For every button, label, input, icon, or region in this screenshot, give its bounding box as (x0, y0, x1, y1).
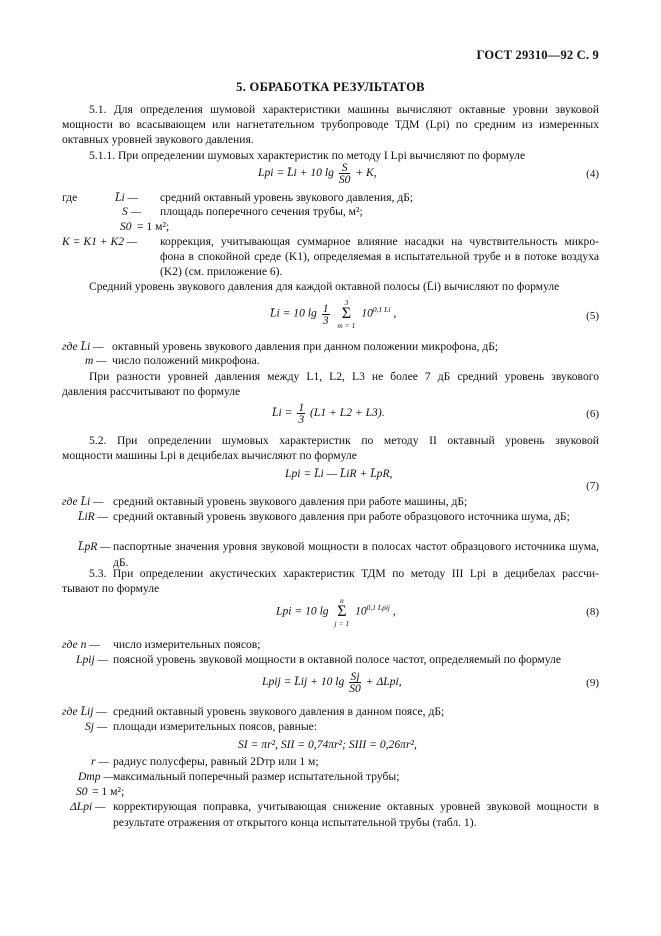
def7-key-2: L̄iR — (78, 510, 108, 523)
eq8-sum-bottom: j = 1 (334, 619, 350, 628)
def-tail-key-4: ΔLpi — (70, 800, 106, 813)
eq5-end: , (393, 306, 397, 320)
k-def-key: K = K1 + K2 — (62, 235, 138, 248)
def7-val-3: паспортные значения уровня звуковой мощности в полосах частот образцового источника шума, дБ. (113, 540, 599, 569)
def-tail-val-3: = 1 м²; (92, 785, 125, 798)
def4-val-1: средний октавный уровень звукового давления, дБ; (160, 191, 414, 204)
def-tail-key-3: S0 (76, 785, 88, 798)
eq5-number: (5) (586, 310, 599, 322)
eq5-num: 1 (322, 301, 329, 315)
eq4-lhs: Lpi (258, 166, 274, 180)
def-tail-val-4: корректирующая поправка, учитывающая снижение октавных уровней звуковой мощности в результате отражения от открытого конца испытательной трубы (табл. 1). (113, 800, 599, 829)
def-tail-key-2: Dтр — (78, 770, 114, 783)
eq8-exponent: 0,1 Lpij (366, 602, 391, 612)
def4-key-1: L̄i — (115, 191, 138, 204)
def4-key-3: S0 (120, 220, 132, 233)
eq5-sum-bottom: m = 1 (337, 321, 356, 330)
def4-val-2: площадь поперечного сечения трубы, м²; (160, 205, 363, 218)
eq4-den: S0 (338, 173, 351, 186)
def7-val-2: средний октавный уровень звукового давления при работе образцового источника шума, дБ; (113, 510, 570, 523)
p52-line2: мощности машины Lpi в децибелах вычисляют по формуле (62, 449, 357, 462)
p51-line1: 5.1. Для определения шумовой характеристики машины вычисляют октавные уровни звуковой (89, 103, 599, 116)
equation-8 (276, 596, 396, 628)
eq5-tail: 10 (361, 306, 373, 320)
eq8-tail: 10 (355, 604, 367, 618)
k-def-line1: коррекция, учитывающая суммарное влияние насадки на чувствительность микро- (160, 235, 599, 248)
equation-6 (272, 402, 385, 425)
eq7-number: (7) (586, 480, 599, 492)
def9-key-2: Sj — (85, 720, 108, 733)
eq4-rhs-b: + K, (355, 166, 377, 180)
eq8-end: , (392, 604, 396, 618)
equation-5 (270, 298, 396, 330)
p52-line1: 5.2. При определении шумовых характеристик по методу II октавный уровень звуковой (89, 434, 599, 447)
def5-key-2: m — (85, 354, 107, 367)
k-def-line3: (K2) (см. приложение 6). (160, 265, 283, 278)
def8-key-1: где n — (62, 638, 100, 651)
def-tail-key-1: r — (91, 755, 109, 768)
eq9-lhs: Lpij = L̄ij + 10 lg (262, 675, 345, 689)
def8-val-2: поясной уровень звуковой мощности в октавной полосе частот, определяемый по формуле (113, 653, 561, 666)
def-tail-val-1: радиус полусферы, равный 2Dтр или 1 м; (113, 755, 319, 768)
equation-9 (262, 671, 402, 694)
eq5-sum (337, 298, 355, 330)
def4-key-2: S — (122, 205, 142, 218)
eq9-den: S0 (349, 682, 361, 695)
eq6-num: 1 (298, 401, 305, 414)
p53-line2: тывают по формуле (62, 582, 160, 595)
def5-key-1: где L̄i — (62, 340, 104, 353)
section-title: 5. ОБРАБОТКА РЕЗУЛЬТАТОВ (236, 80, 425, 94)
page-header: ГОСТ 29310—92 С. 9 (476, 48, 599, 62)
def9-key-1: где L̄ij — (62, 705, 107, 718)
eq5-fraction (322, 303, 330, 326)
def-tail-val-2: максимальный поперечный размер испытательной трубы; (113, 770, 400, 783)
eq4-num: S (339, 162, 351, 174)
eq8-number: (8) (586, 606, 599, 618)
eq4-number: (4) (586, 168, 599, 180)
eq6-den: 3 (298, 413, 305, 426)
eq6-number: (6) (586, 408, 599, 420)
p-diff-line2: давления рассчитывают по формуле (62, 385, 241, 398)
eq4-fraction (339, 162, 351, 185)
equation-7: Lpi = L̄i — L̄iR + L̄pR, (285, 467, 393, 480)
eq9-rhs: + ΔLpi, (365, 675, 402, 689)
sigma-icon: Σ (337, 603, 347, 620)
eq4-rhs-a: = L̄i + 10 lg (276, 166, 334, 180)
equation-4 (258, 162, 377, 185)
eq9-number: (9) (586, 677, 599, 689)
sigma-icon: Σ (341, 305, 352, 322)
p511-text: 5.1.1. При определении шумовых характеристик по методу I Lpi вычисляют по формуле (89, 149, 526, 162)
eq9-fraction (349, 671, 361, 694)
k-def-line2: фона в спокойной среде (K1), определяемая в испытательной трубе и в потоке воздуха (160, 250, 599, 263)
p51-line2: мощности во всасывающем или нагнетательном трубопроводе ТДМ (Lpi) по средним из измеренных (62, 118, 599, 131)
eq8-lhs: Lpi = 10 lg (276, 604, 329, 618)
def7-key-1: где L̄i — (62, 495, 104, 508)
def9-val-1: средний октавный уровень звукового давления в данном поясе, дБ; (113, 705, 445, 718)
eq5-den: 3 (322, 313, 329, 327)
p-mean: Средний уровень звукового давления для каждой октавной полосы (L̄i) вычисляют по формуле (89, 280, 560, 293)
def4-val-3: = 1 м²; (137, 220, 170, 233)
def5-val-1: октавный уровень звукового давления при данном положении микрофона, дБ; (112, 340, 499, 353)
eq5-exponent: 0,1 Li (372, 304, 391, 314)
eq6-rhs: (L1 + L2 + L3). (310, 406, 385, 420)
eq8-sum (335, 596, 350, 628)
eq6-fraction (297, 402, 305, 425)
p51-line3: октавных уровней звукового давления. (62, 133, 254, 146)
eq8-sum-top: n (339, 596, 344, 605)
def9-val-2: площади измерительных поясов, равные: (113, 720, 318, 733)
p-diff-line1: При разности уровней давления между L1, L2, L3 не более 7 дБ средний уровень звукового (89, 370, 599, 383)
def8-key-2: Lpij — (76, 653, 108, 666)
def7-val-1: средний октавный уровень звукового давления при работе машины, дБ; (113, 495, 468, 508)
def7-key-3: L̄pR — (78, 540, 111, 553)
area-formulas: SI = πr², SII = 0,74πr²; SIII = 0,26πr², (238, 738, 417, 751)
where-4: где (62, 191, 78, 204)
eq6-lhs: L̄i = (272, 406, 293, 420)
eq5-sum-top: 3 (344, 298, 349, 307)
def5-val-2: число положений микрофона. (112, 354, 260, 367)
p53-line1: 5.3. При определении акустических характеристик ТДМ по методу III Lpi в децибелах рассчи- (89, 567, 599, 580)
def8-val-1: число измерительных поясов; (113, 638, 261, 651)
eq5-lhs: L̄i = 10 lg (270, 306, 317, 320)
eq9-num: Sj (350, 670, 360, 683)
